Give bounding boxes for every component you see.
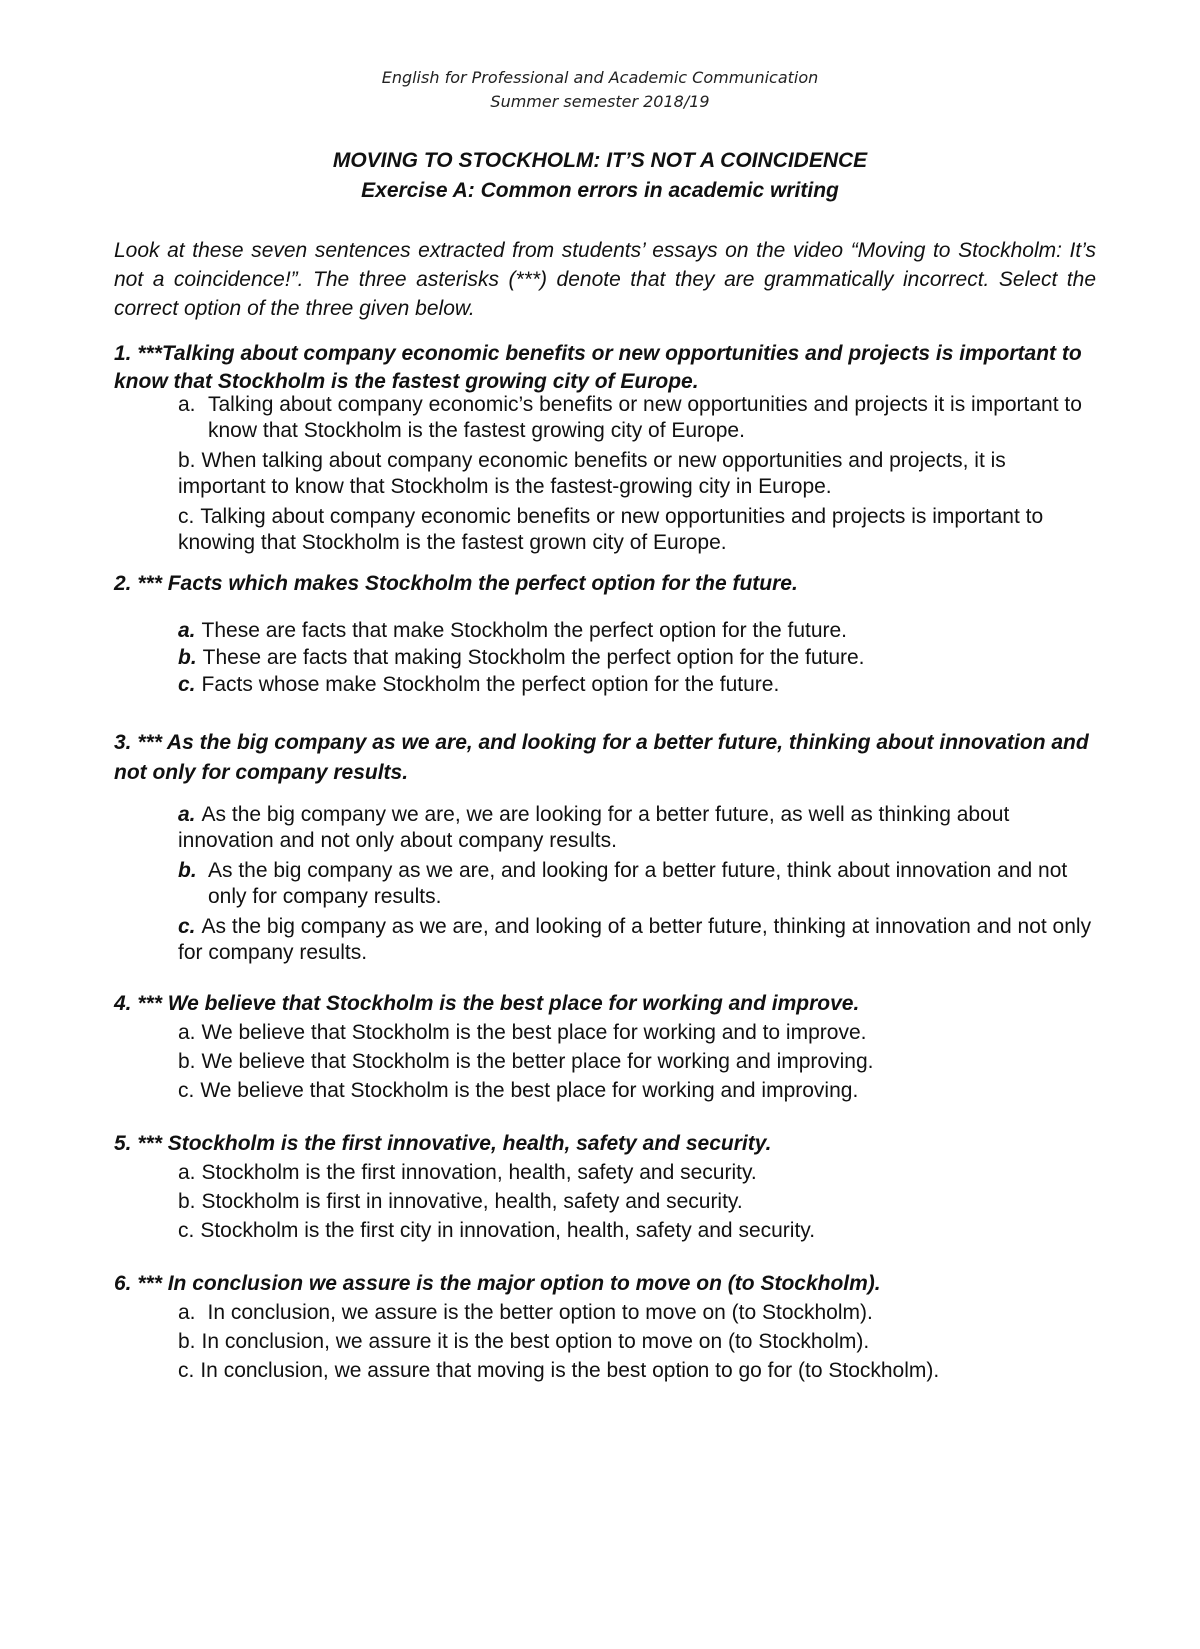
question-text: *** Facts which makes Stockholm the perfect option for the future. bbox=[137, 572, 798, 595]
option-text: Talking about company economic’s benefits or new opportunities and projects it is important to know that Stockholm is the fastest growing city of Europe. bbox=[208, 393, 1082, 442]
semester-label: Summer semester 2018/19 bbox=[490, 92, 710, 111]
option-c[interactable] bbox=[178, 1356, 1098, 1385]
question-number: 6. bbox=[114, 1272, 132, 1295]
option-text: Stockholm is first in innovative, health, safety and security. bbox=[201, 1190, 743, 1213]
option-a[interactable] bbox=[178, 392, 1098, 444]
option-text: We believe that Stockholm is the best place for working and to improve. bbox=[201, 1021, 867, 1044]
question-3 bbox=[114, 728, 1104, 788]
option-text: Facts whose make Stockholm the perfect option for the future. bbox=[201, 673, 780, 696]
question-number: 1. bbox=[114, 342, 132, 365]
option-text: As the big company as we are, and looking for a better future, think about innovation and not only for company results. bbox=[208, 859, 1068, 908]
option-letter: a. bbox=[178, 1161, 196, 1184]
question-6 bbox=[114, 1270, 1104, 1298]
option-b[interactable] bbox=[178, 1047, 1098, 1076]
option-text: These are facts that make Stockholm the perfect option for the future. bbox=[201, 619, 848, 642]
question-5-options bbox=[178, 1158, 1098, 1245]
option-c[interactable] bbox=[178, 1216, 1098, 1245]
option-text: These are facts that making Stockholm the perfect option for the future. bbox=[202, 646, 865, 669]
option-a[interactable] bbox=[178, 1298, 1098, 1327]
option-c[interactable] bbox=[178, 914, 1098, 966]
option-letter: b. bbox=[178, 1330, 196, 1353]
exercise-title: Exercise A: Common errors in academic writing bbox=[361, 179, 839, 202]
option-letter: c. bbox=[178, 505, 195, 528]
question-number: 4. bbox=[114, 992, 132, 1015]
question-number: 3. bbox=[114, 731, 132, 754]
option-b[interactable] bbox=[178, 1187, 1098, 1216]
option-a[interactable] bbox=[178, 1018, 1098, 1047]
option-letter: a. bbox=[178, 1301, 196, 1324]
option-letter: b. bbox=[178, 1190, 196, 1213]
question-4 bbox=[114, 990, 1104, 1018]
option-text: In conclusion, we assure is the better option to move on (to Stockholm). bbox=[207, 1301, 873, 1324]
option-b[interactable] bbox=[178, 645, 1098, 671]
question-text: *** We believe that Stockholm is the best place for working and improve. bbox=[137, 992, 860, 1015]
question-2-options bbox=[178, 618, 1098, 698]
option-letter: a. bbox=[178, 803, 196, 826]
option-text: Stockholm is the first innovation, health, safety and security. bbox=[201, 1161, 757, 1184]
instructions-paragraph: Look at these seven sentences extracted from students’ essays on the video “Moving to Stockholm: It’s not a coincidence!”. The three asterisks (***) denote that they are grammatically incorrect. Select the correct option of the three given below. bbox=[114, 239, 1096, 320]
option-letter: c. bbox=[178, 915, 196, 938]
option-letter: c. bbox=[178, 1079, 195, 1102]
option-letter: c. bbox=[178, 1219, 195, 1242]
option-letter: a. bbox=[178, 1021, 196, 1044]
question-text: *** Stockholm is the first innovative, health, safety and security. bbox=[137, 1132, 772, 1155]
question-text: *** In conclusion we assure is the major option to move on (to Stockholm). bbox=[137, 1272, 881, 1295]
option-a[interactable] bbox=[178, 802, 1098, 854]
document-title: MOVING TO STOCKHOLM: IT’S NOT A COINCIDENCE bbox=[332, 149, 868, 172]
question-5 bbox=[114, 1130, 1104, 1158]
option-text: Stockholm is the first city in innovation, health, safety and security. bbox=[200, 1219, 816, 1242]
option-letter: b. bbox=[178, 449, 196, 472]
option-letter: c. bbox=[178, 673, 196, 696]
course-name: English for Professional and Academic Communication bbox=[381, 68, 819, 87]
question-6-options bbox=[178, 1298, 1098, 1385]
option-letter: b. bbox=[178, 646, 197, 669]
question-text: *** As the big company as we are, and looking for a better future, thinking about innovation and not only for company results. bbox=[114, 731, 1089, 784]
question-1-options bbox=[178, 392, 1098, 556]
question-number: 5. bbox=[114, 1132, 132, 1155]
option-text: In conclusion, we assure it is the best option to move on (to Stockholm). bbox=[201, 1330, 870, 1353]
option-text: As the big company as we are, and looking of a better future, thinking at innovation and not only for company results. bbox=[178, 915, 1092, 964]
question-number: 2. bbox=[114, 572, 132, 595]
option-c[interactable] bbox=[178, 672, 1098, 698]
option-letter: a. bbox=[178, 393, 196, 416]
option-b[interactable] bbox=[178, 448, 1098, 500]
option-c[interactable] bbox=[178, 1076, 1098, 1105]
question-1 bbox=[114, 340, 1104, 396]
option-b[interactable] bbox=[178, 858, 1098, 910]
option-text: We believe that Stockholm is the best place for working and improving. bbox=[200, 1079, 859, 1102]
page-header bbox=[0, 66, 1200, 114]
question-4-options bbox=[178, 1018, 1098, 1105]
option-letter: b. bbox=[178, 859, 197, 882]
question-3-options bbox=[178, 802, 1098, 966]
option-text: As the big company we are, we are looking for a better future, as well as thinking about innovation and not only about company results. bbox=[178, 803, 1010, 852]
option-b[interactable] bbox=[178, 1327, 1098, 1356]
question-2 bbox=[114, 570, 1104, 598]
option-a[interactable] bbox=[178, 1158, 1098, 1187]
question-text: ***Talking about company economic benefits or new opportunities and projects is important to know that Stockholm is the fastest growing city of Europe. bbox=[114, 342, 1082, 393]
option-letter: a. bbox=[178, 619, 196, 642]
option-c[interactable] bbox=[178, 504, 1098, 556]
option-a[interactable] bbox=[178, 618, 1098, 644]
option-letter: b. bbox=[178, 1050, 196, 1073]
option-letter: c. bbox=[178, 1359, 195, 1382]
option-text: When talking about company economic benefits or new opportunities and projects, it is important to know that Stockholm is the fastest-growing city in Europe. bbox=[178, 449, 1006, 498]
title-block bbox=[0, 146, 1200, 206]
option-text: Talking about company economic benefits or new opportunities and projects is important to knowing that Stockholm is the fastest grown city of Europe. bbox=[178, 505, 1044, 554]
option-text: In conclusion, we assure that moving is the best option to go for (to Stockholm). bbox=[200, 1359, 940, 1382]
option-text: We believe that Stockholm is the better place for working and improving. bbox=[201, 1050, 874, 1073]
